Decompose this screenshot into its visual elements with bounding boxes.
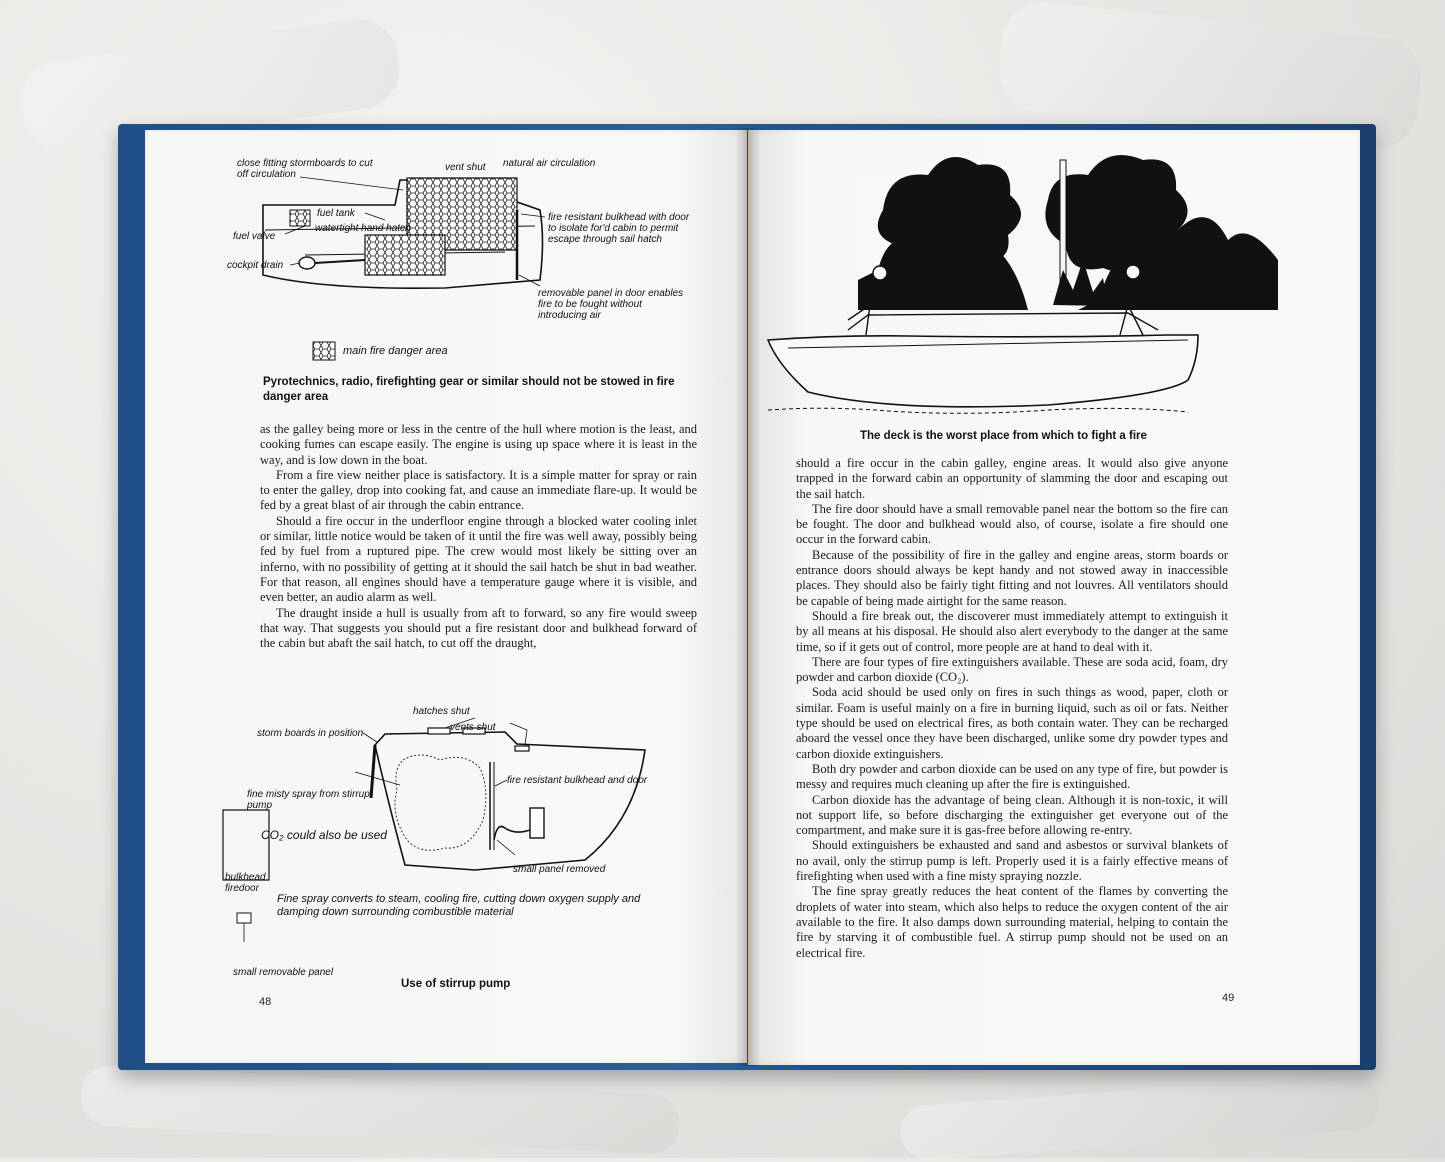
label-watertight-hatch: watertight hand hatch (315, 223, 411, 234)
paragraph: Should extinguishers be exhausted and sand and asbestos or survival blankets of no avail, only the stirrup pump is left. Properly used it is a fairly effective means of firefighting when used with a fine misty spraying nozzle. (796, 838, 1228, 884)
label-co2: CO₂ could also be used (261, 828, 387, 842)
label-cockpit-drain: cockpit drain (227, 260, 284, 271)
label-small-removable-panel: small removable panel (233, 967, 334, 978)
label-fire-bulkhead: fire resistant bulkhead with door to isolate for'd cabin to permit escape through sail hatch (548, 212, 690, 245)
sheet-fold (79, 1064, 681, 1155)
label-vents-shut: vents shut (450, 722, 496, 733)
paragraph: Both dry powder and carbon dioxide can be used on any type of fire, but powder is messy and requires much cleaning up after the fire is extinguished. (796, 761, 1228, 792)
paragraph: The fine spray greatly reduces the heat content of the flames by converting the droplets of water into steam, which also helps to reduce the oxygen content of the air available to the fire. It also damps down surrounding material, helping to contain the fire by starving it of combustible fuel. A stirrup pump should not be used on an electrical fire. (796, 884, 1228, 960)
stirrup-pump-diagram (145, 690, 747, 1010)
label-stormboards: close fitting stormboards to cut off circulation (237, 158, 373, 180)
paragraph: Carbon dioxide has the advantage of being clean. Although it is non-toxic, it will not support life, so before discharging the extinguisher get everyone out of the compartment, and make sure it is gas-free before allowing re-entry. (796, 792, 1228, 838)
sheet-fold (899, 1073, 1382, 1161)
left-page (145, 130, 747, 1063)
label-removable-panel: removable panel in door enables fire to be fought without introducing air (538, 288, 684, 321)
label-fuel-valve: fuel valve (233, 231, 276, 242)
paragraph: Should a fire break out, the discoverer must immediately attempt to extinguish it by all means at his disposal. He should also alert everybody to the danger at the same time, so if it gets out of control, more people are at hand to deal with it. (796, 608, 1228, 654)
label-fire-bulkhead-door: fire resistant bulkhead and door (507, 775, 648, 786)
paragraph: The draught inside a hull is usually from aft to forward, so any fire would sweep that way. That suggests you should put a fire resistant door and bulkhead forward of the cabin but abaft the sail hatch, to cut off the draught, (260, 605, 697, 651)
right-body-text (796, 456, 1228, 961)
paragraph: should a fire occur in the cabin galley, engine areas. It would also give anyone trapped in the forward cabin an opportunity of slamming the door and escaping out the sail hatch. (796, 456, 1228, 501)
label-fuel-tank: fuel tank (317, 208, 355, 219)
label-storm-boards: storm boards in position (257, 728, 364, 739)
label-natural-air: natural air circulation (503, 158, 596, 169)
book-spine (735, 128, 761, 1066)
label-vent-shut: vent shut (445, 162, 486, 173)
paragraph: Because of the possibility of fire in the galley and engine areas, storm boards or entrance doors should always be kept handy and not stowed away in inaccessible places. They should also be fairly tight fitting and not louvres. All ventilators should be capable of being made airtight for the same reason. (796, 547, 1228, 608)
label-small-panel-removed: small panel removed (513, 864, 606, 875)
deck-fire-illustration (748, 130, 1360, 430)
diagram1-caption: Pyrotechnics, radio, firefighting gear or similar should not be stowed in fire danger area (263, 376, 675, 403)
legend-label: main fire danger area (343, 344, 448, 357)
paragraph: Soda acid should be used only on fires in such things as wood, paper, cloth or similar. Foam is useful mainly on a fire in burning liquid, such as oil or fats. Neither type should be used on electrical fires, as both contain water. They can be recharged aboard the vessel once they have been discharged, unlike some dry powder types and carbon dioxide extinguishers. (796, 685, 1228, 761)
paragraph: The fire door should have a small removable panel near the bottom so the fire can be fought. The door and bulkhead would also, of course, isolate a fire should one occur in the forward cabin. (796, 501, 1228, 547)
paragraph: as the galley being more or less in the centre of the hull where motion is the least, and cooking fumes can escape easily. The engine is using up space where it is least in the way, and is low down in the boat. (260, 422, 697, 467)
label-hatches-shut: hatches shut (413, 706, 470, 717)
fire-danger-legend (313, 342, 448, 360)
illustration-caption: The deck is the worst place from which to fight a fire (860, 430, 1147, 442)
hex-swatch-icon (313, 342, 335, 360)
page-number: 49 (1222, 992, 1235, 1004)
right-page (748, 130, 1360, 1065)
paragraph: From a fire view neither place is satisfactory. It is a simple matter for spray or rain to enter the galley, drop into cooking fat, and cause an immediate flare-up. It would be fed by a great blast of air through the cabin entrance. (260, 467, 697, 513)
left-body-text (260, 422, 697, 651)
label-misty-spray: fine misty spray from stirrup pump (247, 789, 370, 811)
label-fine-spray: Fine spray converts to steam, cooling fire, cutting down oxygen supply and damping down surrounding combustible material (277, 893, 641, 918)
diagram2-caption: Use of stirrup pump (401, 978, 511, 990)
paragraph: Should a fire occur in the underfloor engine through a blocked water cooling inlet or similar, little notice would be taken of it until the fire was well away, possibly being fed by fuel from a ruptured pipe. The crew would most likely be sitting over an inferno, with no possibility of getting at it should the sail hatch be shut in bad weather. For that reason, all engines should have a temperature gauge where it is visible, and even better, an audio alarm as well. (260, 513, 697, 605)
page-number: 48 (259, 996, 272, 1008)
paragraph: There are four types of fire extinguishers available. These are soda acid, foam, dry powder and carbon dioxide (CO₂). (796, 654, 1228, 685)
label-bulkhead-firedoor: bulkhead firedoor (225, 872, 266, 894)
